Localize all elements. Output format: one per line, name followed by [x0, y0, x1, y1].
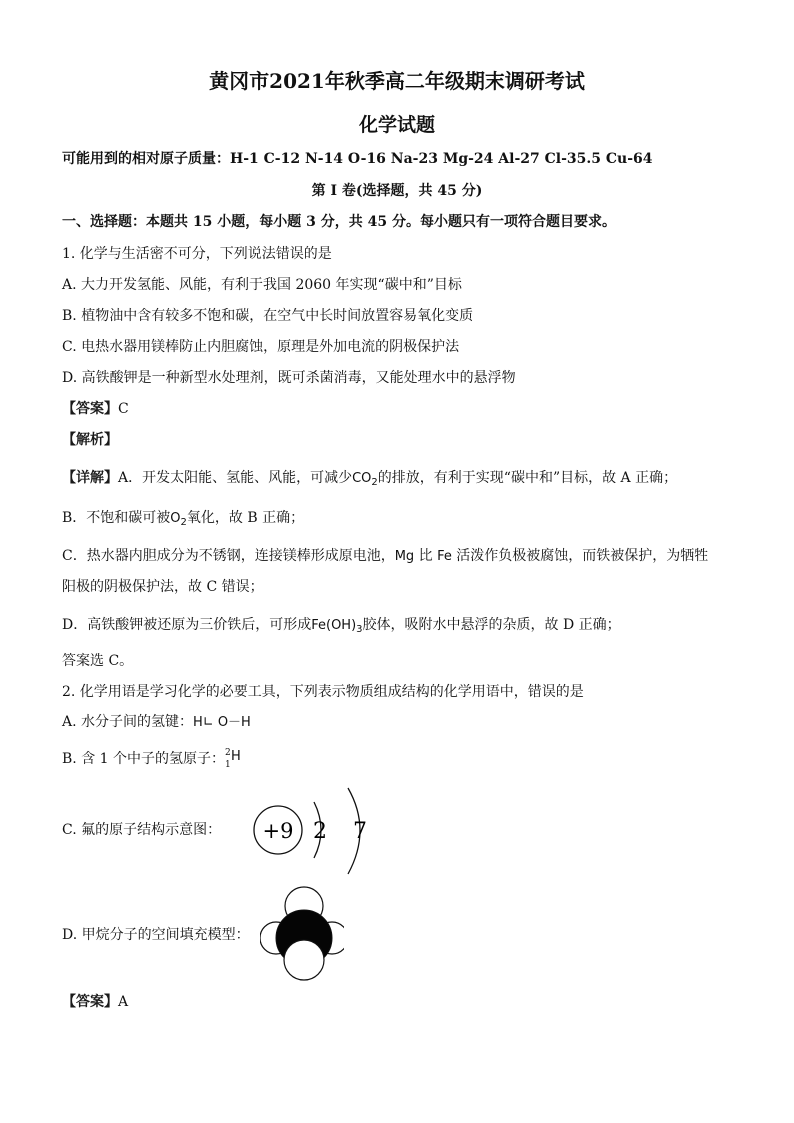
detail-d-text: D．高铁酸钾被还原为三价铁后，可形成 [62, 617, 312, 633]
fluorine-atomic-structure-diagram [248, 784, 388, 878]
methane-space-filling-model [260, 884, 344, 984]
electron-shell-1-count: 2 [313, 819, 327, 844]
detail-b-text: B．不饱和碳可被 [62, 510, 171, 526]
detail-b-text-2: 氧化，故 B 正确； [186, 510, 305, 526]
detail-tag: 【详解】 [62, 470, 118, 486]
q2-option-a-label: A. 水分子间的氢键： [62, 714, 194, 730]
section-heading: 一、选择题：本题共 15 小题，每小题 3 分，共 45 分。每小题只有一项符合题目要求。 [62, 214, 616, 230]
q2-option-b-label: B. 含 1 个中子的氢原子： [62, 751, 225, 767]
q1-option-d: D. 高铁酸钾是一种新型水处理剂，既可杀菌消毒，又能处理水中的悬浮物 [62, 370, 516, 386]
q1-detail-b [62, 509, 304, 532]
o2-symbol: O [170, 511, 181, 526]
q2-option-d-label: D. 甲烷分子的空间填充模型： [62, 927, 250, 943]
nucleus-charge: +9 [262, 819, 294, 843]
q2-answer [62, 993, 128, 1011]
volume-heading: 第 I 卷(选择题，共 45 分) [311, 183, 483, 199]
q1-answer [62, 400, 129, 418]
q1-option-a: A. 大力开发氢能、风能，有利于我国 2060 年实现“碳中和”目标 [62, 277, 462, 293]
q2-option-c-label: C. 氟的原子结构示意图： [62, 822, 222, 838]
co2-formula [352, 471, 378, 486]
deuterium-isotope [225, 748, 243, 770]
feoh-subscript: 3 [356, 624, 363, 635]
q1-conclusion: 答案选 C。 [62, 653, 134, 669]
detail-c-text: C．热水器内胆成分为不锈钢，连接镁棒形成原电池， [62, 548, 395, 564]
detail-a-text-2: 的排放，有利于实现“碳中和”目标，故 A 正确； [377, 470, 678, 486]
co2-subscript: 2 [371, 477, 378, 488]
hydrogen-bond-formula: H∟ O－H [193, 715, 251, 730]
q1-detail-c-cont: 阳极的阴极保护法，故 C 错误； [62, 579, 264, 595]
detail-a-text: A．开发太阳能、氢能、风能，可减少 [118, 470, 353, 486]
q1-detail-a [62, 469, 677, 492]
q1-option-b: B. 植物油中含有较多不饱和碳，在空气中长时间放置容易氧化变质 [62, 308, 474, 324]
fe-symbol: Fe [437, 549, 452, 564]
q2-stem: 2. 化学用语是学习化学的必要工具，下列表示物质组成结构的化学用语中，错误的是 [62, 684, 584, 700]
q2-answer-value: A [118, 994, 129, 1010]
isotope-atomic-number: 1 [225, 760, 231, 770]
q1-detail-c [62, 547, 708, 566]
detail-c-text-2: 比 [414, 548, 438, 564]
o2-formula [170, 511, 187, 526]
isotope-symbol: H [231, 749, 241, 764]
electron-shell-2-count: 7 [353, 819, 367, 844]
q2-option-b [62, 748, 243, 768]
o2-subscript: 2 [180, 517, 187, 528]
q1-option-c: C. 电热水器用镁棒防止内胆腐蚀，原理是外加电流的阴极保护法 [62, 339, 460, 355]
co2-symbol: CO [352, 471, 372, 486]
isotope-mass-number: 2 [225, 748, 231, 758]
detail-c-text-3: 活泼作负极被腐蚀，而铁被保护，为牺牲 [451, 548, 709, 564]
q2-answer-tag: 【答案】 [62, 994, 118, 1010]
answer-value: C [118, 401, 129, 417]
exam-subtitle: 化学试题 [358, 114, 435, 136]
q2-option-a [62, 713, 251, 732]
hydrogen-atom-bottom [284, 940, 324, 980]
q1-stem: 1. 化学与生活密不可分，下列说法错误的是 [62, 246, 332, 262]
detail-d-text-2: 胶体，吸附水中悬浮的杂质，故 D 正确； [362, 617, 621, 633]
answer-tag: 【答案】 [62, 401, 118, 417]
feoh-symbol: Fe(OH) [311, 618, 357, 633]
atomic-masses: 可能用到的相对原子质量：H-1 C-12 N-14 O-16 Na-23 Mg-24 Al-27 Cl-35.5 Cu-64 [62, 151, 653, 167]
exam-title: 黄冈市2021年秋季高二年级期末调研考试 [209, 69, 585, 93]
analysis-tag: 【解析】 [62, 432, 118, 448]
mg-symbol: Mg [394, 549, 415, 564]
q1-analysis-tag [62, 431, 118, 449]
feoh3-formula [311, 618, 362, 633]
q1-detail-d [62, 616, 621, 639]
